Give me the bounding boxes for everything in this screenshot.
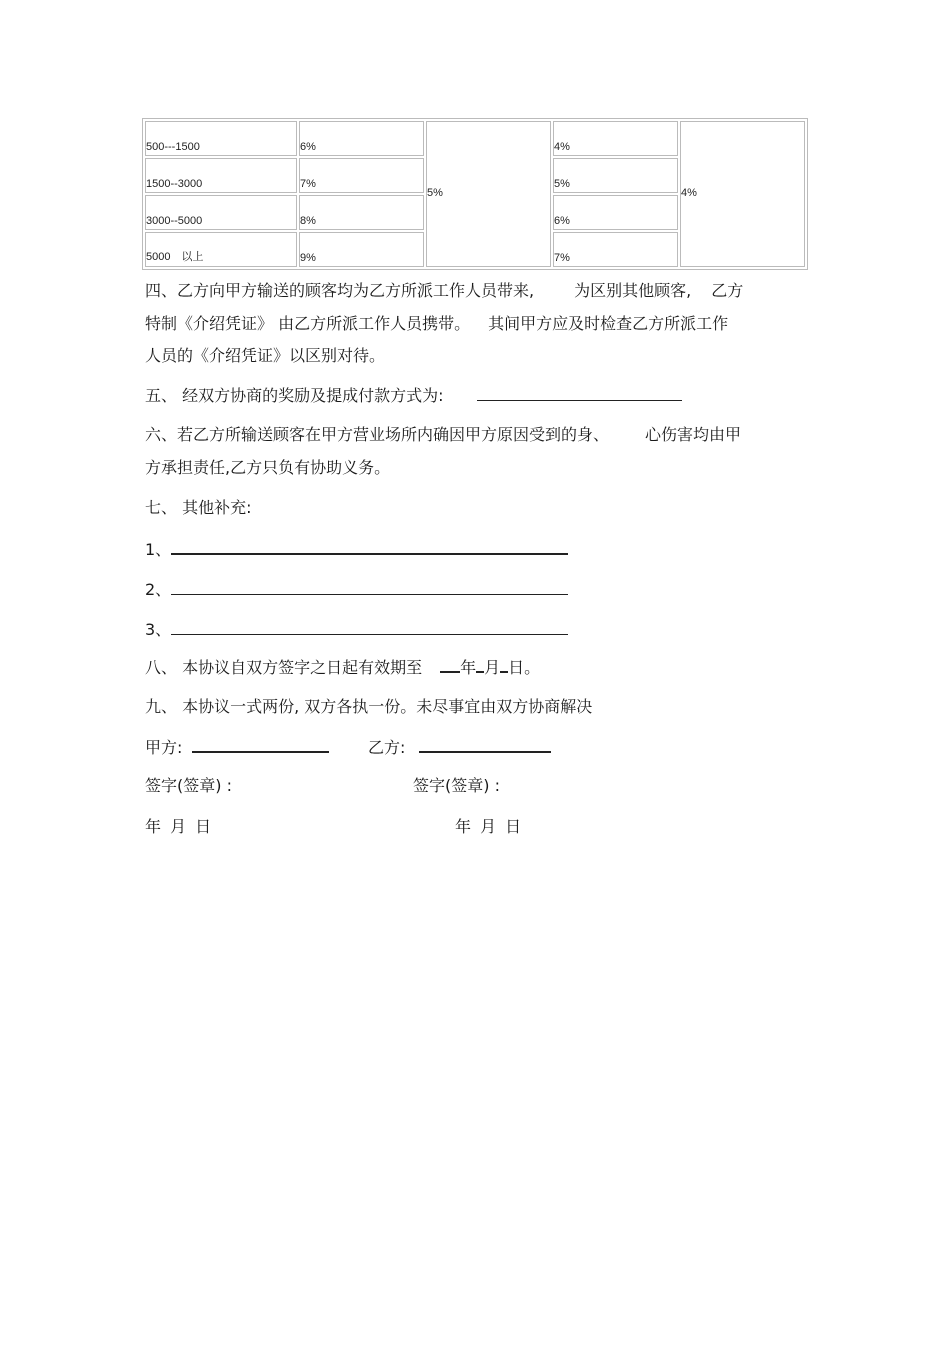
supplement-blank-2[interactable] [171, 580, 568, 595]
payment-method-blank[interactable] [477, 386, 682, 401]
signature-a-label: 签字(签章) : [145, 776, 232, 795]
table-row [145, 121, 805, 156]
range-cell: 500---1500 [145, 121, 297, 156]
year-blank[interactable] [440, 657, 460, 673]
supplement-line-3 [145, 620, 568, 640]
party-a-blank[interactable] [192, 737, 329, 753]
clause-6-line-1 [145, 425, 741, 445]
supplement-number: 3、 [145, 620, 172, 639]
clause-6-text: 心伤害均由甲 [645, 425, 742, 444]
supplement-line-1 [145, 539, 568, 560]
signature-b-label: 签字(签章) : [413, 776, 500, 795]
clause-4-text: 特制《介绍凭证》 由乙方所派工作人员携带。 [145, 314, 471, 333]
supplement-number: 1、 [145, 540, 172, 559]
day-blank[interactable] [500, 657, 508, 673]
rate-b-cell: 4% [553, 121, 678, 156]
rate-a-cell: 7% [299, 158, 424, 193]
rate-b-cell: 7% [553, 232, 678, 267]
rate-a-cell: 6% [299, 121, 424, 156]
party-b-line [368, 737, 551, 758]
clause-5-line [145, 386, 682, 406]
clause-4-line-2 [145, 314, 728, 334]
party-b-label: 乙方: [368, 738, 406, 757]
clause-8-text: 八、 本协议自双方签字之日起有效期至 [145, 658, 423, 677]
party-a-line [145, 737, 329, 758]
clause-6-line-2: 方承担责任,乙方只负有协助义务。 [145, 458, 391, 477]
clause-4-text: 四、乙方向甲方输送的顾客均为乙方所派工作人员带来, [145, 281, 535, 300]
month-blank[interactable] [476, 657, 484, 673]
rate-b-cell: 5% [553, 158, 678, 193]
clause-5-text: 五、 经双方协商的奖励及提成付款方式为: [145, 386, 444, 405]
clause-4-text: 其间甲方应及时检查乙方所派工作 [488, 314, 729, 333]
supplement-line-2 [145, 580, 568, 600]
supplement-number: 2、 [145, 580, 172, 599]
party-a-label: 甲方: [145, 738, 183, 757]
merged-rate-b-cell: 4% [680, 121, 805, 267]
supplement-blank-3[interactable] [171, 620, 568, 635]
clause-7-line: 七、 其他补充: [145, 498, 252, 517]
clause-9-line: 九、 本协议一式两份, 双方各执一份。未尽事宜由双方协商解决 [145, 697, 593, 716]
clause-4-line-3: 人员的《介绍凭证》以区别对待。 [145, 346, 386, 365]
range-cell: 1500--3000 [145, 158, 297, 193]
clause-6-text: 六、若乙方所输送顾客在甲方营业场所内确因甲方原因受到的身、 [145, 425, 610, 444]
rate-a-cell: 8% [299, 195, 424, 230]
commission-rate-table [142, 118, 808, 270]
party-b-blank[interactable] [419, 737, 551, 753]
year-label: 年 [460, 658, 477, 677]
date-b-label: 年 月 日 [455, 817, 522, 836]
merged-rate-a-cell: 5% [426, 121, 551, 267]
supplement-blank-1[interactable] [171, 539, 568, 555]
clause-4-text: 为区别其他顾客, [574, 281, 692, 300]
month-label: 月 [484, 658, 501, 677]
rate-b-cell: 6% [553, 195, 678, 230]
clause-4-text: 乙方 [711, 281, 744, 300]
rate-a-cell: 9% [299, 232, 424, 267]
day-label: 日。 [508, 658, 541, 677]
range-cell: 3000--5000 [145, 195, 297, 230]
range-cell: 5000 以上 [145, 232, 297, 267]
clause-4-line-1 [145, 281, 743, 301]
date-a-label: 年 月 日 [145, 817, 212, 836]
clause-8-line [145, 657, 540, 678]
